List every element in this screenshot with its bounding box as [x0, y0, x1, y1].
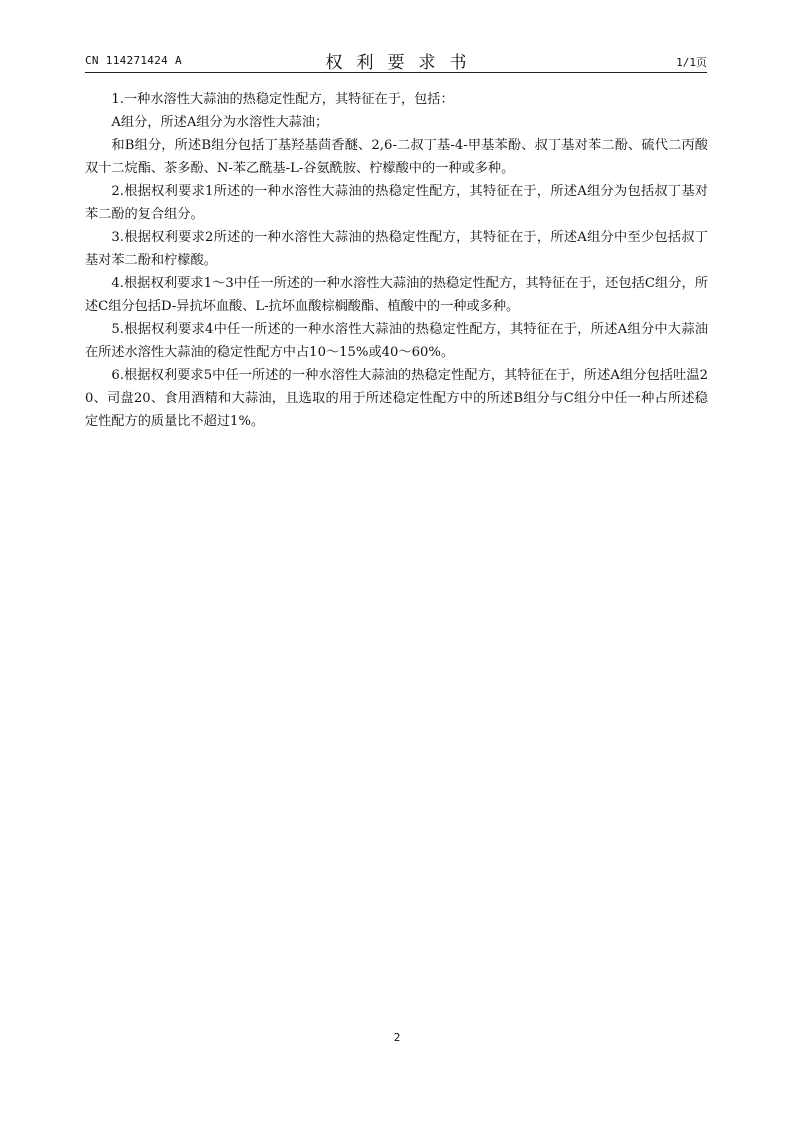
claim-1-text: 1.一种水溶性大蒜油的热稳定性配方，其特征在于，包括：	[111, 92, 454, 107]
patent-number: CN 114271424 A	[85, 54, 182, 67]
page-header	[85, 44, 707, 72]
claim-5-text: 5.根据权利要求4中任一所述的一种水溶性大蒜油的热稳定性配方，其特征在于，所述A组分中大蒜油在所述水溶性大蒜油的稳定性配方中占10～15%或40～60%。	[85, 322, 708, 360]
claim-2-text: 2.根据权利要求1所述的一种水溶性大蒜油的热稳定性配方，其特征在于，所述A组分为包括叔丁基对苯二酚的复合组分。	[85, 184, 708, 222]
claim-1-component-a: A组分，所述A组分为水溶性大蒜油；	[111, 115, 329, 130]
claims-body	[85, 88, 708, 433]
document-title: 权利要求书	[325, 53, 481, 73]
claim-4-text: 4.根据权利要求1～3中任一所述的一种水溶性大蒜油的热稳定性配方，其特征在于，还包括C组分，所述C组分包括D-异抗坏血酸、L-抗坏血酸棕榈酸酯、植酸中的一种或多种。	[85, 276, 708, 314]
claim-1-component-b: 和B组分，所述B组分包括丁基羟基茴香醚、2,6-二叔丁基-4-甲基苯酚、叔丁基对苯二酚、硫代二丙酸双十二烷酯、茶多酚、N-苯乙酰基-L-谷氨酰胺、柠檬酸中的一种或多种。	[85, 138, 708, 176]
claim-6-text: 6.根据权利要求5中任一所述的一种水溶性大蒜油的热稳定性配方，其特征在于，所述A组分包括吐温20、司盘20、食用酒精和大蒜油，且选取的用于所述稳定性配方中的所述B组分与C组分中任一种占所述稳定性配方的质量比不超过1%。	[85, 368, 708, 429]
page-indicator: 1/1页	[676, 56, 707, 69]
page-number: 2	[393, 1031, 401, 1044]
header-divider	[85, 72, 707, 73]
claim-3-text: 3.根据权利要求2所述的一种水溶性大蒜油的热稳定性配方，其特征在于，所述A组分中至少包括叔丁基对苯二酚和柠檬酸。	[85, 230, 708, 268]
